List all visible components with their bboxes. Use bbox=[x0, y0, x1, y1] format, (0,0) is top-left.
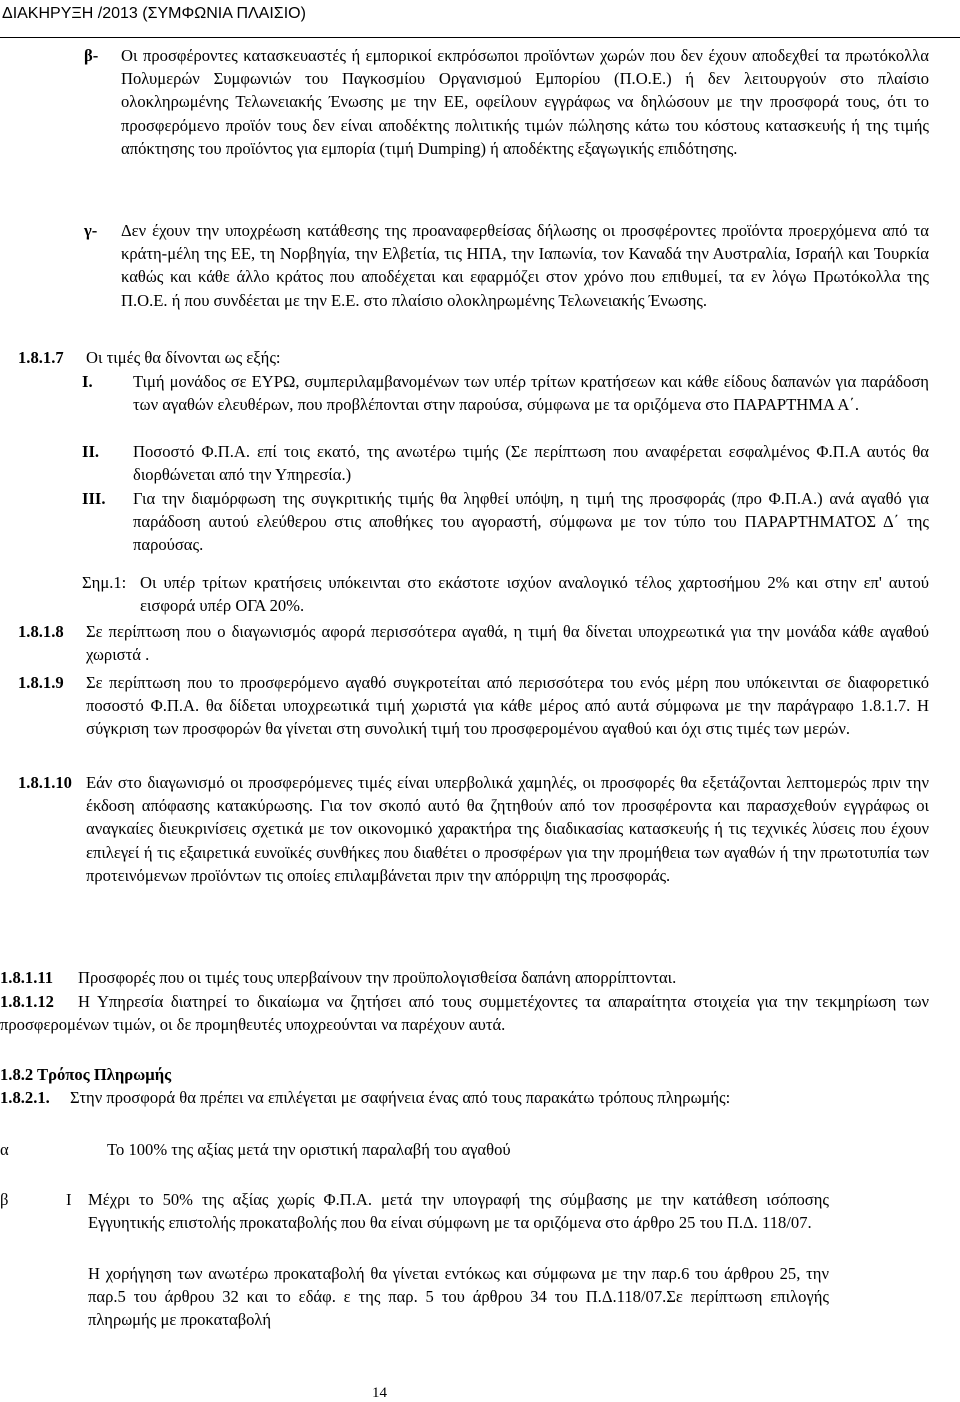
section-18111-number: 1.8.1.11 bbox=[0, 968, 54, 987]
item-II-label: ΙΙ. bbox=[82, 442, 100, 461]
beta-paragraph: Οι προσφέροντες κατασκευαστές ή εμπορικοί εκπρόσωποι προϊόντων χωρών που δεν έχουν αποδεχθεί τα πρωτόκολλα Πολυμερών Συμφωνιών του Παγκοσμίου Οργανισμού Εμπορίου (Π.Ο.Ε.) ή δεν λειτουργούν στο πλαίσιο ολοκληρωμένης Τελωνειακής Ένωσης με την ΕΕ, οφείλουν εγγράφως να δηλώσουν με την προσφορά τους, ότι το προσφερόμενο προϊόν τους δεν είναι αποδέκτης πολιτικής τιμών πώλησης κάτω του κόστους κατασκευής ή της τιμής απόκτησης του προϊόντος για εμπορία (τιμή Dumping) ή αποδέκτης εξαγωγικής επιδότησης. bbox=[121, 46, 929, 158]
item-I-text: Τιμή μονάδος σε ΕΥΡΩ, συμπεριλαμβανομένων των υπέρ τρίτων κρατήσεων και κάθε είδους δαπανών για παράδοση των αγαθών ελευθέρων, που προβλέπονται στην παρούσα, σύμφωνα με τα οριζόμενα στο ΠΑΡΑΡΤΗΜΑ Α΄. bbox=[133, 372, 929, 415]
section-18110-number: 1.8.1.10 bbox=[18, 773, 72, 792]
page-header bbox=[0, 0, 960, 38]
note1-label: Σημ.1: bbox=[82, 573, 127, 592]
section-1821-number: 1.8.2.1. bbox=[0, 1088, 50, 1107]
beta-label: β- bbox=[84, 46, 99, 65]
payment-b-text1: Μέχρι το 50% της αξίας χωρίς Φ.Π.Α. μετά την υπογραφή της σύμβασης με την κατάθεση ισόποσης Εγγυητικής επιστολής προκαταβολής που θα είναι σύμφωνη με τα οριζόμενα στο άρθρο 25 του Π.Δ. 118/07. bbox=[88, 1190, 829, 1233]
payment-a-text: Το 100% της αξίας μετά την οριστική παραλαβή του αγαθού bbox=[107, 1140, 511, 1159]
section-18112-text: Η Υπηρεσία διατηρεί το δικαίωμα να ζητήσει από τους συμμετέχοντες τα απαραίτητα στοιχεία για την τεκμηρίωση των προσφερομένων τιμών, οι δε προμηθευτές υποχρεούνται να παρέχουν αυτά. bbox=[0, 992, 929, 1035]
item-III-label: ΙΙΙ. bbox=[82, 489, 106, 508]
section-18111-text: Προσφορές που οι τιμές τους υπερβαίνουν την προϋπολογισθείσα δαπάνη απορρίπτονται. bbox=[78, 968, 677, 987]
section-1821-text: Στην προσφορά θα πρέπει να επιλέγεται με σαφήνεια ένας από τους παρακάτω τρόπους πληρωμής: bbox=[70, 1088, 731, 1107]
section-182-title: 1.8.2 Τρόπος Πληρωμής bbox=[0, 1065, 172, 1084]
page-number: 14 bbox=[372, 1385, 387, 1401]
payment-b-text2: Η χορήγηση των ανωτέρω προκαταβολή θα γίνεται εντόκως και σύμφωνα με την παρ.6 του άρθρου 25, την παρ.5 του άρθρου 32 και το εδάφ. ε της παρ. 5 του άρθρου 34 του Π.Δ.118/07.Σε περίπτωση επιλογής πληρωμής με προκαταβολή bbox=[88, 1264, 829, 1330]
item-II-text: Ποσοστό Φ.Π.Α. επί τοις εκατό, της ανωτέρω τιμής (Σε περίπτωση που αναφέρεται εσφαλμένος Φ.Π.Α αυτός θα διορθώνεται από την Υπηρεσία.) bbox=[133, 442, 929, 485]
gamma-paragraph: Δεν έχουν την υποχρέωση κατάθεσης της προαναφερθείσας δήλωσης οι προσφέροντες προϊόντα προερχόμενα από τα κράτη-μέλη της ΕΕ, τη Νορβηγία, την Ελβετία, τις ΗΠΑ, την Ιαπωνία, τον Καναδά την Αυστραλία, Ισραήλ και Τουρκία καθώς και κάθε άλλο κράτος που αποδέχεται και εφαρμόζει στον χρόνο που επιθυμεί, τα εν λόγω Πρωτόκολλα της Π.Ο.Ε. ή που συνδέεται με την Ε.Ε. στο πλαίσιο ολοκληρωμένης Τελωνειακής Ένωσης. bbox=[121, 221, 929, 310]
section-1818-body: Σε περίπτωση που ο διαγωνισμός αφορά περισσότερα αγαθά, η τιμή θα δίνεται υποχρεωτικά για την μονάδα κάθε αγαθού χωριστά . bbox=[86, 622, 929, 665]
note1-text: Οι υπέρ τρίτων κρατήσεις υπόκεινται στο εκάστοτε ισχύον αναλογικό τέλος χαρτοσήμου 2% και στην επ' αυτού εισφορά υπέρ ΟΓΑ 20%. bbox=[140, 573, 929, 616]
section-1819-number: 1.8.1.9 bbox=[18, 673, 64, 692]
payment-b-label: β bbox=[0, 1190, 9, 1209]
section-1817-number: 1.8.1.7 bbox=[18, 348, 64, 367]
header-title: ΔΙΑΚΗΡΥΞΗ /2013 (ΣΥΜΦΩΝΙΑ ΠΛΑΙΣΙΟ) bbox=[2, 5, 306, 22]
section-18112-number: 1.8.1.12 bbox=[0, 992, 54, 1011]
section-1818-text bbox=[86, 620, 929, 666]
payment-a-label: α bbox=[0, 1140, 9, 1159]
section-1818-number: 1.8.1.8 bbox=[18, 622, 64, 641]
section-1817-text: Οι τιμές θα δίνονται ως εξής: bbox=[86, 348, 281, 367]
section-1819-text: Σε περίπτωση που το προσφερόμενο αγαθό συγκροτείται από περισσότερα του ενός μέρη που υπόκεινται σε διαφορετικό ποσοστό Φ.Π.Α. θα δίδεται υποχρεωτικά τιμή χωριστά για κάθε μέρος από αυτά σύμφωνα με την παράγραφο 1.8.1.7. Η σύγκριση των προσφορών θα γίνεται στη συνολική τιμή του προσφερομένου αγαθού και όχι στις τιμές των μερών. bbox=[86, 673, 929, 739]
gamma-label: γ- bbox=[84, 221, 98, 240]
payment-b-sub-label: Ι bbox=[66, 1190, 72, 1209]
section-18110-text: Εάν στο διαγωνισμό οι προσφερόμενες τιμές είναι υπερβολικά χαμηλές, οι προσφορές θα εξετάζονται λεπτομερώς πριν την έκδοση απόφασης κατακύρωσης. Για τον σκοπό αυτό θα ζητηθούν από τον προσφέροντα και παρασχεθούν εγγράφως οι αναγκαίες διευκρινίσεις σχετικά με τον οικονομικό χαρακτήρα της διαδικασίας κατασκευής ή τις τεχνικές λύσεις που έχουν επιλεγεί ή τις εξαιρετικά ευνοϊκές συνθήκες που διαθέτει ο προσφέρων για την προμήθεια των αγαθών ή την πρωτοτυπία των προτεινόμενων προϊόντων τις οποίες επιλαμβάνεται πριν την απόρριψη της προσφοράς. bbox=[86, 773, 929, 885]
item-I-label: Ι. bbox=[82, 372, 93, 391]
item-III-text: Για την διαμόρφωση της συγκριτικής τιμής θα ληφθεί υπόψη, η τιμή της προσφοράς (προ Φ.Π.Α.) ανά αγαθό για παράδοση αυτού ελεύθερου στις αποθήκες του αγοραστή, σύμφωνα με τον τύπο του ΠΑΡΑΡΤΗΜΑΤΟΣ Δ΄ της παρούσας. bbox=[133, 489, 929, 555]
